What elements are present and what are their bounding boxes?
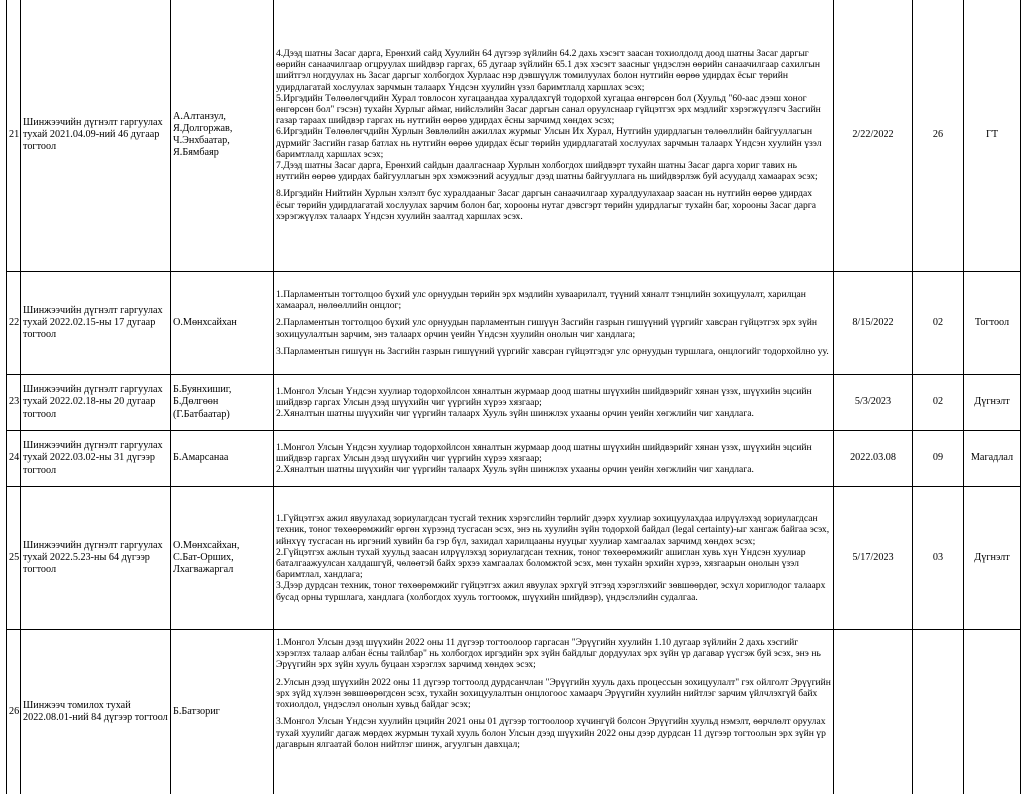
- experts: О.Мөнхсайхан, С.Бат-Орших, Лхагважаргал: [171, 487, 274, 630]
- question-item: 1.Монгол Улсын Үндсэн хуулиар тодорхойлсон хяналтын журмаар доод шатны шүүхийн шийдвэрийг хянан үзэх, шүүхийн эцсийн шийдвэр гаргах Улсын дээд шүүхийн чиг үүргийн хүрээ хязгаар;: [276, 441, 812, 464]
- question-item: 2.Улсын дээд шүүхийн 2022 оны 11 дүгээр тогтоолд дурдсанчлан "Эрүүгийн хууль дахь процессын зохицуулалт" гэх ойлголт Эрүүгийн эрх зүйд хүлээн зөвшөөрөгдсөн эсэх, тухайн зохицуулалтын онцлогоос хамаарч Эрүүгийн хуулийн нийтлэг зарчим үйлчлэхгүй байх тохиолдол, үндэслэл онолын хувьд байдаг эсэх;: [276, 676, 831, 711]
- result-type: ГТ: [964, 0, 1021, 272]
- questions: [274, 272, 834, 375]
- conclusion-number: 26: [913, 0, 964, 272]
- question-item: 2.Парламентын тогтолцоо бүхий улс орнуудын парламентын гишүүн Засгийн газрын гишүүний үүргийг хавсран гүйцэтгэх эрх зүйн зохицуулалтын зарчим, энэ талаарх орчин үеийн Үндсэн хуулийн онолын чиг хандлага;: [276, 317, 818, 340]
- conclusion-number: [913, 630, 964, 794]
- result-type: Дүгнэлт: [964, 375, 1021, 431]
- experts: О.Мөнхсайхан: [171, 272, 274, 375]
- table-row: [7, 487, 1021, 630]
- conclusion-date: 5/17/2023: [834, 487, 913, 630]
- conclusion-date: 8/15/2022: [834, 272, 913, 375]
- conclusion-date: [834, 630, 913, 794]
- row-number: 22: [7, 272, 21, 375]
- conclusion-date: 5/3/2023: [834, 375, 913, 431]
- table-row: [7, 272, 1021, 375]
- row-number: 21: [7, 0, 21, 272]
- question-item: 4.Дээд шатны Засаг дарга, Ерөнхий сайд Хуулийн 64 дүгээр зүйлийн 64.2 дахь хэсэгт заасан тохиолдолд доод шатны Засаг даргыг өөрийн санаачилгаар огцруулах шийдвэр гаргах, 65 дугаар зүйлийн 65.1 дэх хэсэгт заасныг үндэслэн өөрийн санаачилгаар сахилгын шийтгэл ногдуулах нь Засаг даргыг холбогдох Хурлаас нэр дэвшүүлж томилуулах болон нутгийн өөрөө удирдах ёсыг төрийн удирдлагатай хослуулах зарчмын талаарх Үндсэн хуулийн үзэл баримтлалд харшлах эсэх;: [276, 47, 820, 93]
- question-item: 5.Иргэдийн Төлөөлөгчдийн Хурал товлосон хугацаандаа хуралдахгүй тодорхой хугацаа өнгөрсөн бол (Хуульд "60-аас дээш хоног өнгөрсөн бол" гэсэн) тухайн Хурлыг аймаг, нийслэлийн Засаг даргын санал оруулснаар гүйцэтгэх эрх мэдлийг хэрэгжүүлэгч Засгийн газар тараах шийдвэр гаргах нь нутгийн өөрөө удирдах ёсны зарчимд хөндөх эсэх;: [276, 92, 821, 127]
- question-item: 3.Парламентын гишүүн нь Засгийн газрын гишүүний үүргийг хавсран гүйцэтгэдэг улс орнуудын туршлага, онцлогийг тодорхойлно уу.: [276, 345, 829, 357]
- question-item: 1.Монгол Улсын дээд шүүхийн 2022 оны 11 дүгээр тогтоолоор гаргасан "Эрүүгийн хуулийн 1.10 дугаар зүйлийн 2 дахь хэсгийг хэрэглэх талаар албан ёсны тайлбар" нь холбогдох иргэдийн эрх зүйн байдлыг дордуулах эрх зүйн үр дагавар үүсгэж буй эсэх, энэ нь Эрүүгийн эрх зүйн хууль буцаан хэрэглэх зарчимд хөндөх эсэх;: [276, 637, 821, 671]
- resolution-title: Шинжээчийн дүгнэлт гаргуулах тухай 2022.02.18-ны 20 дугаар тогтоол: [21, 375, 171, 431]
- resolution-title: Шинжээчийн дүгнэлт гаргуулах тухай 2021.04.09-ний 46 дугаар тогтоол: [21, 0, 171, 272]
- question-item: 6.Иргэдийн Төлөөлөгчдийн Хурлын Зөвлөлийн ажиллах журмыг Улсын Их Хурал, Нутгийн удирдлагын төлөөллийн байгууллагын дүрмийг Засгийн газар батлах нь нутгийн өөрөө удирдах ёсыг төрийн удирдлагатай хослуулах зарчмын талаарх Үндсэн хуулийн үзэл баримтлалд харшлах эсэх;: [276, 126, 822, 160]
- conclusion-number: 09: [913, 431, 964, 487]
- question-item: 2.Хяналтын шатны шүүхийн чиг үүргийн талаарх Хууль зүйн шинжлэх ухааны орчин үеийн хөгжлийн чиг хандлага.: [276, 408, 754, 420]
- question-item: 3.Дээр дурдсан техник, тоног төхөөрөмжийг гүйцэтгэх ажил явуулах эрхгүй этгээд хэрэглэхийг зөвшөөрдөг, эсхүл хориглодог талаарх бусад орны туршлага, хандлага (холбогдох хууль тогтоомж, шүүхийн шийдвэр), үндэслэлийн судалгаа.: [276, 580, 826, 603]
- resolution-title: Шинжээчийн дүгнэлт гаргуулах тухай 2022.5.23-ны 64 дүгээр тогтоол: [21, 487, 171, 630]
- question-item: 1.Парламентын тогтолцоо бүхий улс орнуудын төрийн эрх мэдлийн хуваарилалт, түүний хяналт тэнцлийн зохицуулалт, харилцан хамаарал, нөлөөллийн онцлог;: [276, 288, 806, 312]
- result-type: Тогтоол: [964, 272, 1021, 375]
- question-item: 1.Гүйцэтгэх ажил явуулахад зориулагдсан тусгай техник хэрэгслийн төрлийг дээрх хуулиар зохицуулахдаа илрүүлэхэд зориулагдсан техник, тоног төхөөрөмжийг өргөн хүрээнд тусгасан эсэх, энэ нь хуулийн зүйн тодорхой байдал (legal certainty)-ыг хангаж байгаа эсэх, ийнхүү тусгасан нь иргэний хувийн ба гэр бүл, захидал харилцааны нууцыг хуулиар хамгаалах зарчимд хөндөх эсэх;: [276, 513, 830, 547]
- result-type: Дүгнэлт: [964, 487, 1021, 630]
- experts: Б.Буянхишиг, Б.Дөлгөөн (Г.Батбаатар): [171, 375, 274, 431]
- question-item: 8.Иргэдийн Нийтийн Хурлын хэлэлт бус хуралдааныг Засаг даргын санаачилгаар хуралдуулахаар заасан нь нутгийн өөрөө удирдах ёсыг төрийн удирдлагатай хослуулах зарчим болон баг, хорооны нутаг дэвсгэрт төрийн удирдлагыг тухайн баг, хорооны Засаг дарга хэрэгжүүлэх талаарх Үндсэн хуулийн заалтад харшлах эсэх.: [276, 188, 816, 222]
- experts: Б.Амарсанаа: [171, 431, 274, 487]
- questions: [274, 431, 834, 487]
- questions: [274, 487, 834, 630]
- row-number: 24: [7, 431, 21, 487]
- experts: А.Алтанзул, Я.Долгоржав, Ч.Энхбаатар, Я.Бямбаяр: [171, 0, 274, 272]
- table-row: [7, 0, 1021, 272]
- conclusion-date: 2022.03.08: [834, 431, 913, 487]
- resolution-title: Шинжээчийн дүгнэлт гаргуулах тухай 2022.03.02-ны 31 дүгээр тогтоол: [21, 431, 171, 487]
- question-item: 2.Гүйцэтгэх ажлын тухай хуульд заасан илрүүлэхэд зориулагдсан техник, тоног төхөөрөмжийг ашиглан хувь хүн Үндсэн хуулиар баталгаажуулсан халдашгүй, чөлөөтэй байх эрхээ хамгаалах боломжтой эсэх, мөн тухайн эрхийн хүрээ, хязгаарын онолын үзэл баримтлал, хандлага;: [276, 546, 806, 581]
- row-number: 25: [7, 487, 21, 630]
- register-table: [6, 0, 1021, 794]
- questions: [274, 630, 834, 794]
- conclusion-number: 03: [913, 487, 964, 630]
- conclusion-date: 2/22/2022: [834, 0, 913, 272]
- questions: [274, 375, 834, 431]
- conclusion-number: 02: [913, 272, 964, 375]
- table-row: [7, 630, 1021, 794]
- question-item: 1.Монгол Улсын Үндсэн хуулиар тодорхойлсон хяналтын журмаар доод шатны шүүхийн шийдвэрийг хянан үзэх, шүүхийн эцсийн шийдвэр гаргах Улсын дээд шүүхийн чиг үүргийн хүрээ хязгаар;: [276, 385, 812, 408]
- table-row: [7, 375, 1021, 431]
- table-row: [7, 431, 1021, 487]
- row-number: 26: [7, 630, 21, 794]
- questions: [274, 0, 834, 272]
- question-item: 2.Хяналтын шатны шүүхийн чиг үүргийн талаарх Хууль зүйн шинжлэх ухааны орчин үеийн хөгжлийн чиг хандлага.: [276, 464, 754, 476]
- conclusion-number: 02: [913, 375, 964, 431]
- question-item: 7.Дээд шатны Засаг дарга, Ерөнхий сайдын даалгаснаар Хурлын холбогдох шийдвэрт тухайн шатны Засаг дарга хориг тавих нь нутгийн өөрөө удирдах байгууллагын эрх хэмжээний асуудлыг дээд шатны байгууллага нь шийдвэрлэж буй асуудалд хамаарах эсэх;: [276, 160, 818, 183]
- resolution-title: Шинжээчийн дүгнэлт гаргуулах тухай 2022.02.15-ны 17 дугаар тогтоол: [21, 272, 171, 375]
- question-item: 3.Монгол Улсын Үндсэн хуулийн цэцийн 2021 оны 01 дүгээр тогтоолоор хүчингүй болсон Эрүүгийн хуульд нэмэлт, өөрчлөлт оруулах тухай хуулийг дагаж мөрдөх журмын тухай хууль болон Улсын дээд шүүхийн 2022 оны дээр дурдсан 11 дүгээр тогтоолын эрх зүйн үр дагаврын ялгаатай болон нийтлэг шинж, агуулгын давхцал;: [276, 716, 826, 750]
- experts: Б.Батзориг: [171, 630, 274, 794]
- result-type: Магадлал: [964, 431, 1021, 487]
- resolution-title: Шинжээч томилох тухай 2022.08.01-ний 84 дүгээр тогтоол: [21, 630, 171, 794]
- row-number: 23: [7, 375, 21, 431]
- result-type: [964, 630, 1021, 794]
